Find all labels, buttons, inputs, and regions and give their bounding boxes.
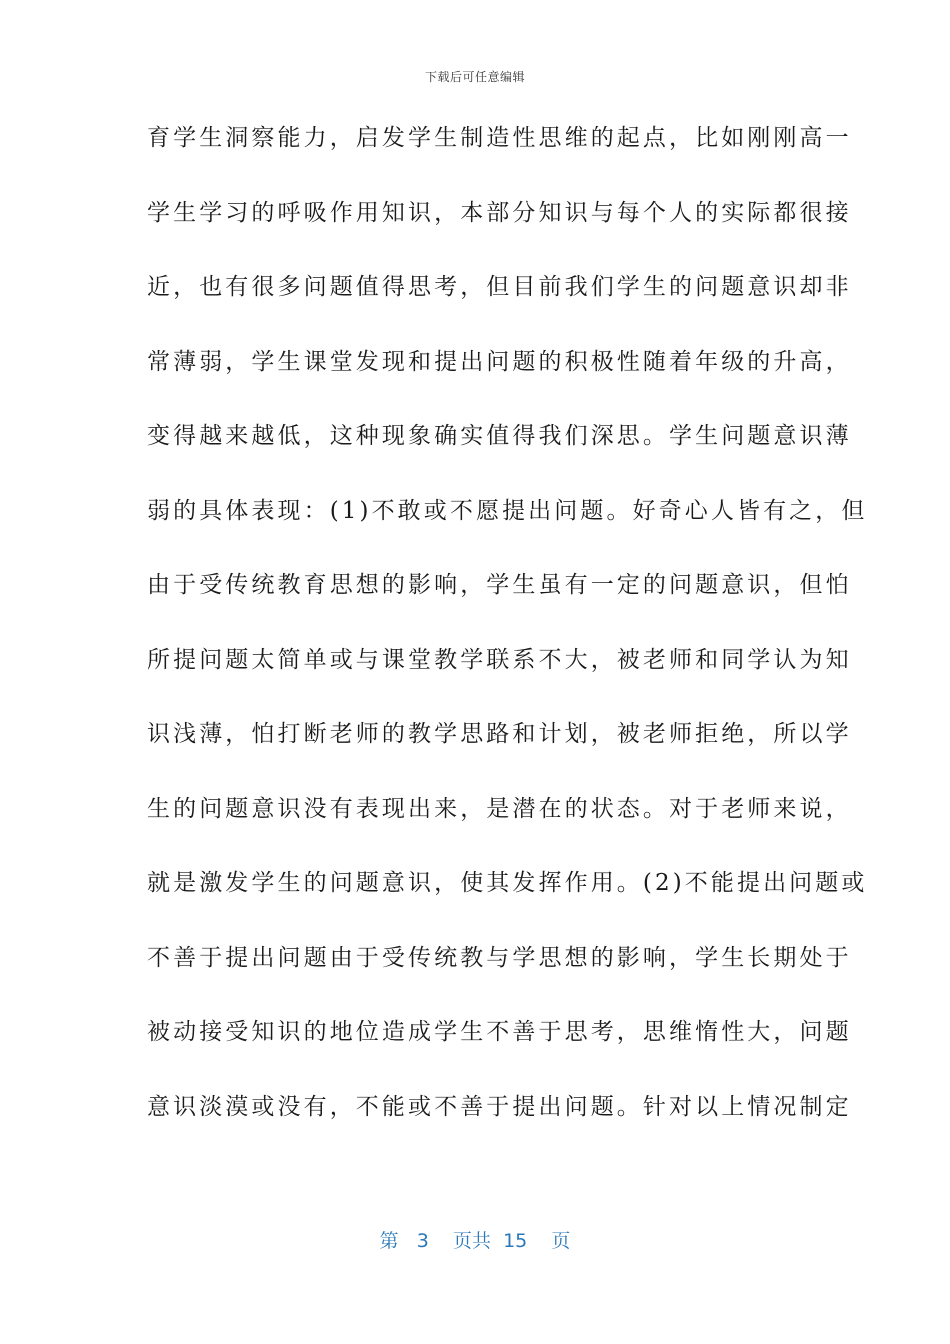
text-line: 由于受传统教育思想的影响，学生虽有一定的问题意识，但怕 (147, 572, 852, 598)
header-note: 下载后可任意编辑 (424, 70, 525, 84)
document-body (147, 112, 868, 1155)
text-line: 育学生洞察能力，启发学生制造性思维的起点，比如刚刚高一 (147, 125, 852, 151)
text-line: 近，也有很多问题值得思考，但目前我们学生的问题意识却非 (147, 274, 852, 300)
total-pages-number: 15 (503, 1230, 528, 1252)
text-line: 就是激发学生的问题意识，使其发挥作用。(2)不能提出问题或 (147, 870, 868, 896)
text-line: 变得越来越低，这种现象确实值得我们深思。学生问题意识薄 (147, 423, 852, 449)
footer-prefix: 第 (379, 1230, 399, 1252)
text-line: 生的问题意识没有表现出来，是潜在的状态。对于老师来说， (147, 795, 852, 822)
footer-suffix: 页 (551, 1230, 571, 1252)
text-line: 识浅薄，怕打断老师的教学思路和计划，被老师拒绝，所以学 (147, 721, 852, 747)
current-page-number: 3 (416, 1230, 429, 1252)
text-line: 所提问题太简单或与课堂教学联系不大，被老师和同学认为知 (147, 646, 852, 673)
footer-middle: 页共 (452, 1230, 491, 1252)
text-line: 常薄弱，学生课堂发现和提出问题的积极性随着年级的升高， (147, 348, 852, 375)
text-line: 被动接受知识的地位造成学生不善于思考，思维惰性大，问题 (147, 1019, 852, 1045)
text-line: 学生学习的呼吸作用知识，本部分知识与每个人的实际都很接 (147, 199, 852, 226)
text-line: 不善于提出问题由于受传统教与学思想的影响，学生长期处于 (147, 944, 852, 971)
text-line: 意识淡漠或没有，不能或不善于提出问题。针对以上情况制定 (147, 1093, 852, 1120)
text-line: 弱的具体表现：(1)不敢或不愿提出问题。好奇心人皆有之，但 (147, 497, 868, 524)
page-footer (0, 1226, 950, 1253)
